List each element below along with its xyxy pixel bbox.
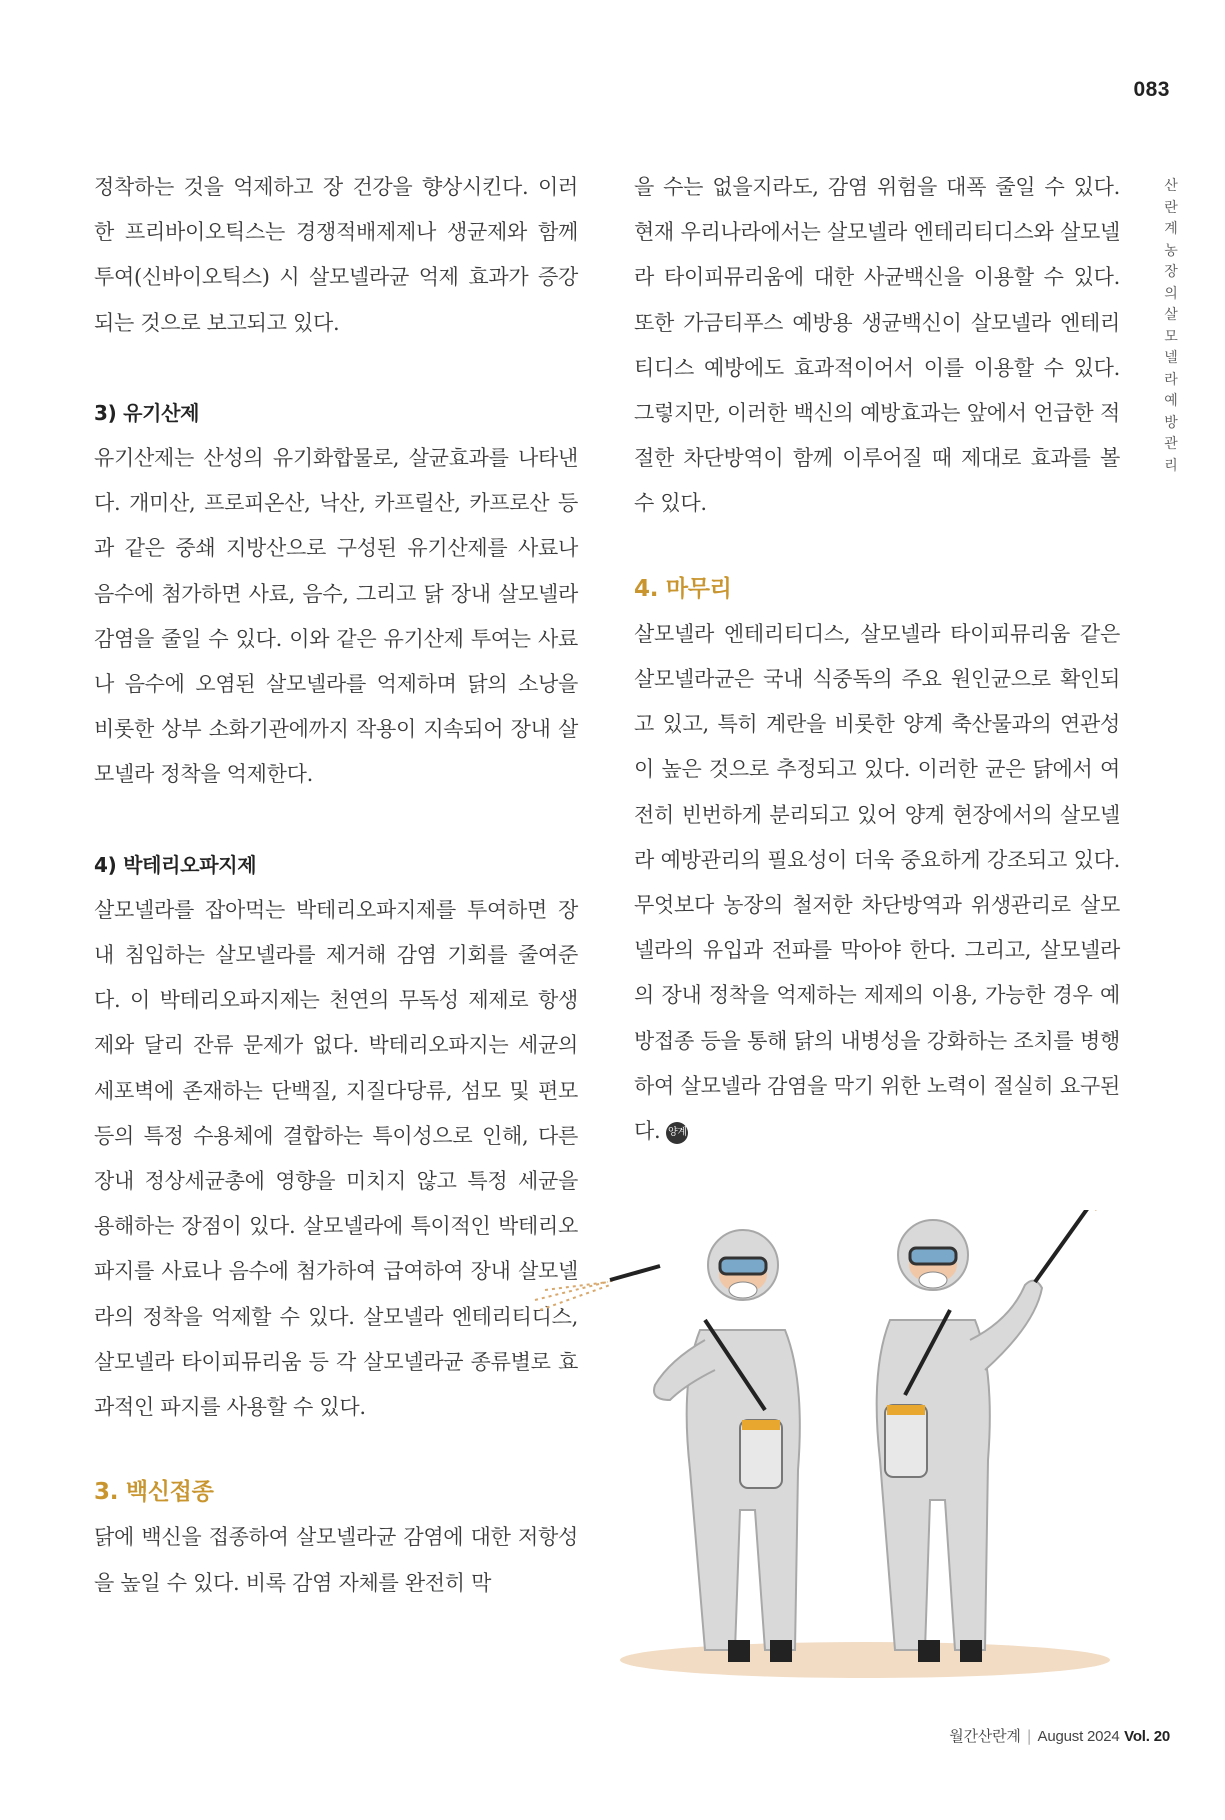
disinfection-workers-illustration [530,1210,1150,1680]
right-column [634,165,1120,1154]
intro-paragraph: 정착하는 것을 억제하고 장 건강을 향상시킨다. 이러한 프리바이오틱스는 경쟁적배제제나 생균제와 함께 투여(신바이오틱스) 시 살모넬라균 억제 효과가 증강되는 것으로 보고되고 있다. [94,175,578,335]
vaccine-continued-paragraph: 을 수는 없을지라도, 감염 위험을 대폭 줄일 수 있다. 현재 우리나라에서는 살모넬라 엔테리티디스와 살모넬라 타이피뮤리움에 대한 사균백신을 이용할 수 있다. 또한 가금티푸스 예방용 생균백신이 살모넬라 엔테리티디스 예방에도 효과적이어서 이를 이용할 수 있다. 그렇지만, 이러한 백신의 예방효과는 앞에서 언급한 적절한 차단방역이 함께 이루어질 때 제대로 효과를 볼 수 있다. [634,175,1120,516]
left-column [94,165,578,1606]
footer-divider: | [1026,1727,1032,1745]
organic-acid-heading: 3) 유기산제 [94,400,200,425]
end-mark-icon: 양계 [666,1122,688,1144]
conclusion-text: 살모넬라 엔테리티디스, 살모넬라 타이피뮤리움 같은 살모넬라균은 국내 식중독의 주요 원인균으로 확인되고 있고, 특히 계란을 비롯한 양계 축산물과의 연관성이 높은 것으로 추정되고 있다. 이러한 균은 닭에서 여전히 빈번하게 분리되고 있어 양계 현장에서의 살모넬라 예방관리의 필요성이 더욱 중요하게 강조되고 있다. 무엇보다 농장의 철저한 차단방역과 위생관리로 살모넬라의 유입과 전파를 막아야 한다. 그리고, 살모넬라의 장내 정착을 억제하는 제제의 이용, 가능한 경우 예방접종 등을 통해 닭의 내병성을 강화하는 조치를 병행하여 살모넬라 감염을 막기 위한 노력이 절실히 요구된다. [634,621,1120,1144]
page-footer [800,1725,1170,1746]
organic-acid-paragraph: 유기산제는 산성의 유기화합물로, 살균효과를 나타낸다. 개미산, 프로피온산, 낙산, 카프릴산, 카프로산 등과 같은 중쇄 지방산으로 구성된 유기산제를 사료나 음수에 첨가하면 사료, 음수, 그리고 닭 장내 살모넬라 감염을 줄일 수 있다. 이와 같은 유기산제 투여는 사료나 음수에 오염된 살모넬라를 억제하며 닭의 소낭을 비롯한 상부 소화기관에까지 작용이 지속되어 장내 살모넬라 정착을 억제한다. [94,446,578,787]
worker-right [877,1220,1042,1662]
issue-volume: Vol. 20 [1124,1728,1170,1745]
worker-left [654,1230,800,1662]
section-side-label: 산란계 농장의 살모넬라 예방관리 [1164,178,1178,474]
phage-heading: 4) 박테리오파지제 [94,852,257,877]
conclusion-heading: 4. 마무리 [634,575,732,602]
issue-month: August 2024 [1037,1728,1120,1745]
phage-paragraph: 살모넬라를 잡아먹는 박테리오파지제를 투여하면 장내 침입하는 살모넬라를 제거해 감염 기회를 줄여준다. 이 박테리오파지제는 천연의 무독성 제제로 항생제와 달리 잔류 문제가 없다. 박테리오파지는 세균의 세포벽에 존재하는 단백질, 지질다당류, 섬모 및 편모 등의 특정 수용체에 결합하는 특이성으로 인해, 다른 장내 정상세균총에 영향을 미치지 않고 특정 세균을 용해하는 장점이 있다. 살모넬라에 특이적인 박테리오파지를 사료나 음수에 첨가하여 급여하여 장내 살모넬라의 정착을 억제할 수 있다. 살모넬라 엔테리티디스, 살모넬라 타이피뮤리움 등 각 살모넬라균 종류별로 효과적인 파지를 사용할 수 있다. [94,897,578,1420]
left-spray-wand-icon [610,1266,660,1280]
conclusion-paragraph [634,612,1120,1154]
ground-shadow [620,1642,1110,1678]
page-number: 083 [1133,78,1170,101]
vaccine-paragraph: 닭에 백신을 접종하여 살모넬라균 감염에 대한 저항성을 높일 수 있다. 비록 감염 자체를 완전히 막 [94,1525,578,1595]
magazine-name: 월간산란계 [949,1727,1021,1745]
right-spray-wand-icon [1035,1210,1090,1282]
vaccine-heading: 3. 백신접종 [94,1479,214,1506]
left-spray-icon [535,1280,615,1310]
